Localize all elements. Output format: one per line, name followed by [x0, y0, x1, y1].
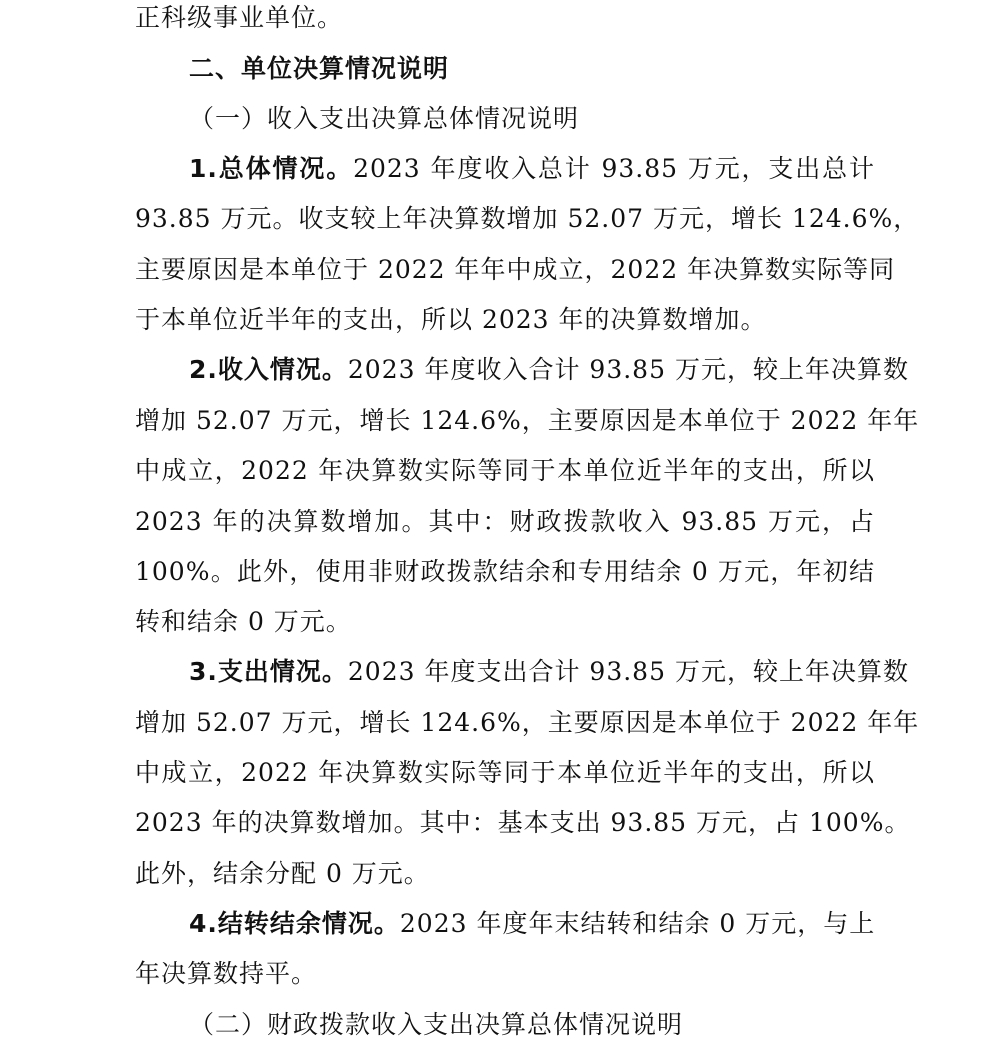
- paragraph-text: 2023 年度收入总计 93.85 万元，支出总计: [353, 154, 875, 183]
- paragraph-line: [189, 908, 875, 940]
- paragraph-text: 2023 年度支出合计 93.85 万元，较上年决算数: [347, 657, 909, 686]
- paragraph-lead: 1.总体情况。: [189, 154, 354, 183]
- paragraph-line: [189, 656, 909, 688]
- paragraph-line: 2023 年的决算数增加。其中：财政拨款收入 93.85 万元，占: [135, 507, 875, 536]
- paragraph-line: 主要原因是本单位于 2022 年年中成立，2022 年决算数实际等同: [135, 255, 896, 284]
- paragraph-lead: 3.支出情况。: [189, 657, 348, 686]
- paragraph-line: 增加 52.07 万元，增长 124.6%，主要原因是本单位于 2022 年年: [135, 406, 920, 435]
- paragraph-line: 93.85 万元。收支较上年决算数增加 52.07 万元，增长 124.6%，: [135, 204, 920, 233]
- section-heading: 二、单位决算情况说明: [189, 54, 450, 83]
- paragraph-line: 中成立，2022 年决算数实际等同于本单位近半年的支出，所以: [135, 758, 875, 787]
- paragraph-line: 2023 年的决算数增加。其中：基本支出 93.85 万元，占 100%。: [135, 808, 911, 837]
- paragraph-text: 2023 年度收入合计 93.85 万元，较上年决算数: [347, 355, 909, 384]
- paragraph-line: 正科级事业单位。: [135, 3, 344, 32]
- paragraph-line: [189, 153, 875, 185]
- subsection-heading: （二）财政拨款收入支出决算总体情况说明: [189, 1010, 684, 1039]
- paragraph-line: 100%。此外，使用非财政拨款结余和专用结余 0 万元，年初结: [135, 557, 875, 586]
- paragraph-line: 转和结余 0 万元。: [135, 607, 352, 636]
- subsection-heading: （一）收入支出决算总体情况说明: [189, 104, 580, 133]
- paragraph-line: 中成立，2022 年决算数实际等同于本单位近半年的支出，所以: [135, 456, 875, 485]
- paragraph-line: 此外，结余分配 0 万元。: [135, 859, 430, 888]
- paragraph-line: 于本单位近半年的支出，所以 2023 年的决算数增加。: [135, 305, 767, 334]
- paragraph-line: 年决算数持平。: [135, 959, 318, 988]
- paragraph-text: 2023 年度年末结转和结余 0 万元，与上: [399, 909, 876, 938]
- paragraph-line: 增加 52.07 万元，增长 124.6%，主要原因是本单位于 2022 年年: [135, 708, 920, 737]
- paragraph-lead: 4.结转结余情况。: [189, 909, 400, 938]
- paragraph-line: [189, 354, 909, 386]
- paragraph-lead: 2.收入情况。: [189, 355, 348, 384]
